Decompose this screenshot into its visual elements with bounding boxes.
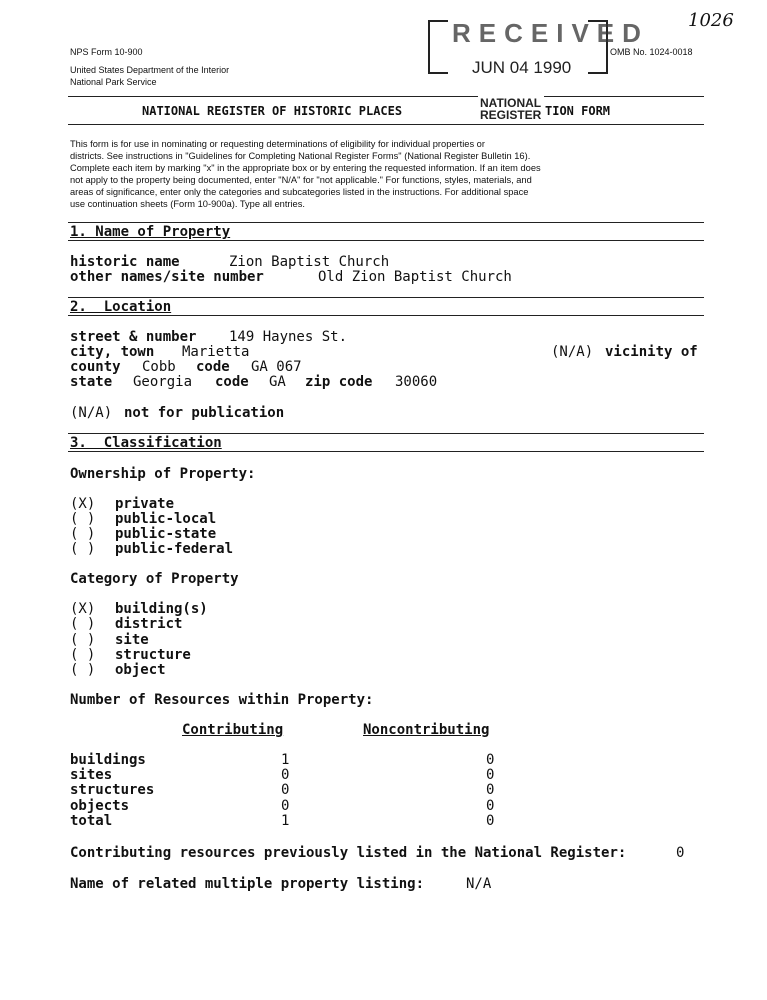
resource-noncontributing: 0 bbox=[486, 767, 495, 783]
ownership-mark: (X) bbox=[70, 496, 96, 512]
city-label: city, town bbox=[70, 344, 155, 360]
resource-label: sites bbox=[70, 767, 113, 783]
vicinity-label: vicinity of bbox=[605, 344, 698, 360]
resource-label: objects bbox=[70, 798, 130, 814]
instructions-paragraph bbox=[70, 138, 706, 210]
other-names-label: other names/site number bbox=[70, 269, 264, 285]
street-value: 149 Haynes St. bbox=[229, 329, 348, 345]
stamp-date: JUN 04 1990 bbox=[472, 58, 572, 77]
section-1-heading: 1. Name of Property bbox=[70, 224, 231, 240]
register-overstamp bbox=[478, 96, 544, 122]
county-code-value: GA 067 bbox=[251, 359, 302, 375]
state-value: Georgia bbox=[133, 374, 193, 390]
overstamp-national: NATIONAL bbox=[480, 96, 542, 110]
category-heading: Category of Property bbox=[70, 571, 239, 587]
zip-label: zip code bbox=[305, 374, 373, 390]
resource-label: structures bbox=[70, 782, 155, 798]
resource-noncontributing: 0 bbox=[486, 798, 495, 814]
ownership-mark: ( ) bbox=[70, 526, 96, 542]
ownership-mark: ( ) bbox=[70, 511, 96, 527]
category-mark: ( ) bbox=[70, 632, 96, 648]
instructions-line: Complete each item by marking "x" in the appropriate box or by entering the requested information. If an item does bbox=[70, 163, 541, 173]
overstamp-register: REGISTER bbox=[480, 108, 542, 122]
category-mark: ( ) bbox=[70, 647, 96, 663]
category-option: district bbox=[115, 616, 183, 632]
vicinity-mark: (N/A) bbox=[551, 344, 594, 360]
county-value: Cobb bbox=[142, 359, 176, 375]
ownership-option: public-state bbox=[115, 526, 217, 542]
not-for-publication-label: not for publication bbox=[124, 405, 285, 421]
resource-contributing: 0 bbox=[281, 782, 290, 798]
resource-label: total bbox=[70, 813, 113, 829]
other-names-value: Old Zion Baptist Church bbox=[318, 269, 512, 285]
ownership-mark: ( ) bbox=[70, 541, 96, 557]
street-label: street & number bbox=[70, 329, 197, 345]
agency-line: National Park Service bbox=[70, 77, 157, 87]
city-value: Marietta bbox=[182, 344, 250, 360]
previously-listed-value: 0 bbox=[676, 845, 685, 861]
category-option: structure bbox=[115, 647, 191, 663]
resource-contributing: 0 bbox=[281, 767, 290, 783]
instructions-line: This form is for use in nominating or requesting determinations of eligibility for individual properties or bbox=[70, 139, 485, 149]
resource-noncontributing: 0 bbox=[486, 813, 495, 829]
resource-noncontributing: 0 bbox=[486, 752, 495, 768]
county-code-label: code bbox=[196, 359, 230, 375]
category-mark: (X) bbox=[70, 601, 96, 617]
instructions-line: use continuation sheets (Form 10-900a). Type all entries. bbox=[70, 199, 305, 209]
instructions-line: not apply to the property being documented, enter "N/A" for "not applicable." For functions, styles, materials, and bbox=[70, 175, 532, 185]
previously-listed-label: Contributing resources previously listed in the National Register: bbox=[70, 845, 627, 861]
state-code-value: GA bbox=[269, 374, 286, 390]
column-noncontributing: Noncontributing bbox=[363, 722, 490, 738]
county-label: county bbox=[70, 359, 121, 375]
ownership-option: public-federal bbox=[115, 541, 234, 557]
multiple-listing-value: N/A bbox=[466, 876, 492, 892]
resource-contributing: 0 bbox=[281, 798, 290, 814]
received-stamp bbox=[428, 18, 649, 78]
category-option: object bbox=[115, 662, 166, 678]
ownership-heading: Ownership of Property: bbox=[70, 466, 256, 482]
historic-name-value: Zion Baptist Church bbox=[229, 254, 390, 270]
ownership-option: public-local bbox=[115, 511, 217, 527]
section-2-heading: 2. Location bbox=[70, 299, 172, 315]
resource-contributing: 1 bbox=[281, 813, 290, 829]
form-title: NATIONAL REGISTER OF HISTORIC PLACES bbox=[142, 104, 403, 118]
state-label: state bbox=[70, 374, 113, 390]
resource-noncontributing: 0 bbox=[486, 782, 495, 798]
form-title-end: TION FORM bbox=[545, 104, 611, 118]
category-mark: ( ) bbox=[70, 616, 96, 632]
section-3-heading: 3. Classification bbox=[70, 435, 222, 451]
category-option: building(s) bbox=[115, 601, 208, 617]
omb-number: OMB No. 1024-0018 bbox=[610, 47, 693, 57]
resource-contributing: 1 bbox=[281, 752, 290, 768]
column-contributing: Contributing bbox=[182, 722, 284, 738]
resource-label: buildings bbox=[70, 752, 146, 768]
state-code-label: code bbox=[215, 374, 249, 390]
instructions-line: areas of significance, enter only the categories and subcategories listed in the instructions. For additional space bbox=[70, 187, 529, 197]
historic-name-label: historic name bbox=[70, 254, 180, 270]
form-number: NPS Form 10-900 bbox=[70, 47, 143, 57]
not-for-publication-mark: (N/A) bbox=[70, 405, 113, 421]
multiple-listing-label: Name of related multiple property listing: bbox=[70, 876, 425, 892]
handwritten-number: 1026 bbox=[688, 10, 734, 31]
category-mark: ( ) bbox=[70, 662, 96, 678]
ownership-option: private bbox=[115, 496, 175, 512]
resources-heading: Number of Resources within Property: bbox=[70, 692, 374, 708]
category-option: site bbox=[115, 632, 149, 648]
stamp-received-text: RECEIVED bbox=[452, 18, 649, 48]
department-line: United States Department of the Interior bbox=[70, 65, 230, 75]
zip-value: 30060 bbox=[395, 374, 438, 390]
instructions-line: districts. See instructions in "Guidelines for Completing National Register Forms" (National Register Bulletin 16). bbox=[70, 151, 531, 161]
